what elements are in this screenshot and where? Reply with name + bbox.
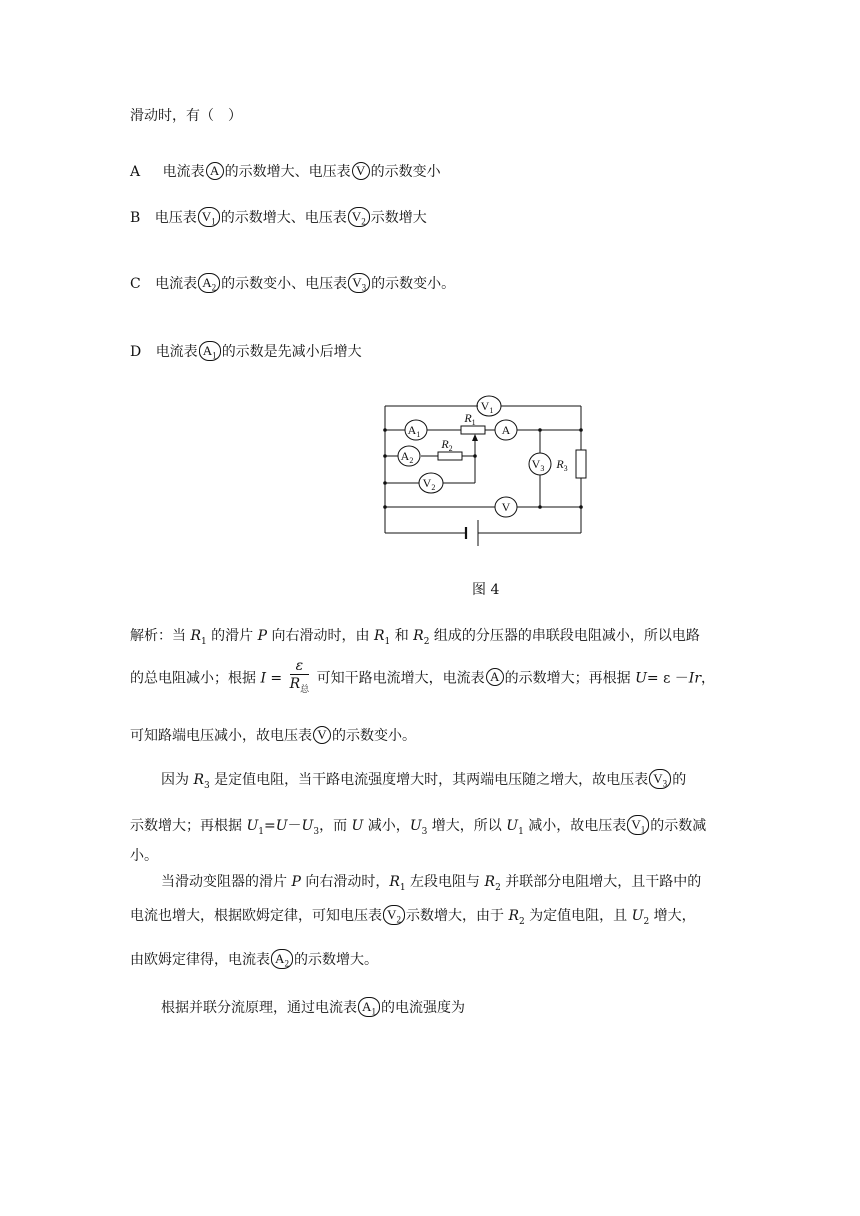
analysis-line-1: 解析：当 $R_1$ 的滑片 P 向右滑动时，由 $R_1$ 和 $R_2$ 组成的分压器的串联段电阻减小，所以电路 xyxy=(130,628,700,647)
svg-text:V3: $V_3$ xyxy=(531,457,545,473)
analysis-line-4: 因为 $R_3$ 是定值电阻，当干路电流强度增大时，其两端电压随之增大，故电压表 $V_3$ 的 xyxy=(161,771,687,791)
voltmeter-v3-icon: $V_3$ xyxy=(649,769,671,789)
voltmeter-v2-icon: $V_2$ xyxy=(383,905,405,925)
svg-text:R3: $R_3$ xyxy=(556,457,568,473)
formula-fraction: $\frac{\varepsilon}{R_总}$ xyxy=(289,658,310,695)
ammeter-a-icon: A xyxy=(206,162,224,180)
voltmeter-v3-icon: $V_3$ xyxy=(348,273,370,293)
option-a: A 电流表 A 的示数增大、电压表 V 的示数变小 xyxy=(130,163,441,180)
voltmeter-v2-icon: $V_2$ xyxy=(348,207,370,227)
option-letter: B xyxy=(130,210,141,226)
svg-text:V: V xyxy=(501,500,511,514)
analysis-line-6: 小。 xyxy=(130,848,158,864)
option-c: C 电流表 $A_2$ 的示数变小、电压表 $V_3$ 的示数变小。 xyxy=(130,275,456,293)
analysis-line-7: 当滑动变阻器的滑片 P 向右滑动时，$R_1$ 左段电阻与 $R_2$ 并联部分电阻增大，且干路中的 xyxy=(161,874,702,893)
svg-text:A2: $A_2$ xyxy=(400,449,414,465)
option-b: B 电压表 $V_1$ 的示数增大、电压表 $V_2$ 示数增大 xyxy=(130,209,427,227)
analysis-line-2: 的总电阻减小；根据 I = $\frac{\varepsilon}{R_总}$ 可知干路电流增大，电流表 A 的示数增大；再根据 U= ε －Ir， xyxy=(130,658,715,698)
analysis-line-8: 电流也增大，根据欧姆定律，可知电压表 $V_2$ 示数增大，由于 $R_2$ 为定值电阻，且 $U_2$ 增大， xyxy=(130,907,696,927)
analysis-line-9: 由欧姆定律得，电流表 $A_2$ 的示数增大。 xyxy=(130,951,378,969)
voltmeter-v-icon: V xyxy=(313,726,331,744)
ammeter-a2-icon: $A_2$ xyxy=(198,273,220,293)
ammeter-a2-icon: $A_2$ xyxy=(271,949,293,969)
analysis-line-10: 根据并联分流原理，通过电流表 $A_1$ 的电流强度为 xyxy=(161,999,465,1017)
ammeter-a1-icon: $A_1$ xyxy=(358,997,380,1017)
question-stem: 滑动时，有（ ） xyxy=(130,108,242,124)
analysis-line-5: 示数增大；再根据 $U_1=U-U_3$，而 U 减小，$U_3$ 增大，所以 $U_1$ 减小，故电压表 $V_1$ 的示数减 xyxy=(130,817,707,837)
voltmeter-v1-icon: $V_1$ xyxy=(198,207,220,227)
svg-text:V1: $V_1$ xyxy=(480,399,494,415)
svg-text:V2: $V_2$ xyxy=(422,476,436,492)
option-d: D 电流表 $A_1$ 的示数是先减小后增大 xyxy=(130,343,362,361)
svg-text:R1: $R_1$ xyxy=(464,411,476,427)
svg-text:R2: $R_2$ xyxy=(441,437,453,453)
option-letter: A xyxy=(130,164,141,180)
voltmeter-v1-icon: $V_1$ xyxy=(627,815,649,835)
analysis-line-3: 可知路端电压减小，故电压表 V 的示数变小。 xyxy=(130,727,416,744)
option-letter: D xyxy=(130,344,142,360)
ammeter-a1-icon: $A_1$ xyxy=(199,341,221,361)
svg-text:A1: $A_1$ xyxy=(407,423,421,439)
svg-text:A: A xyxy=(501,423,511,437)
voltmeter-v-icon: V xyxy=(352,162,370,180)
ammeter-a-icon: A xyxy=(486,668,504,686)
option-letter: C xyxy=(130,276,141,292)
figure-caption: 图 4 xyxy=(472,582,500,598)
